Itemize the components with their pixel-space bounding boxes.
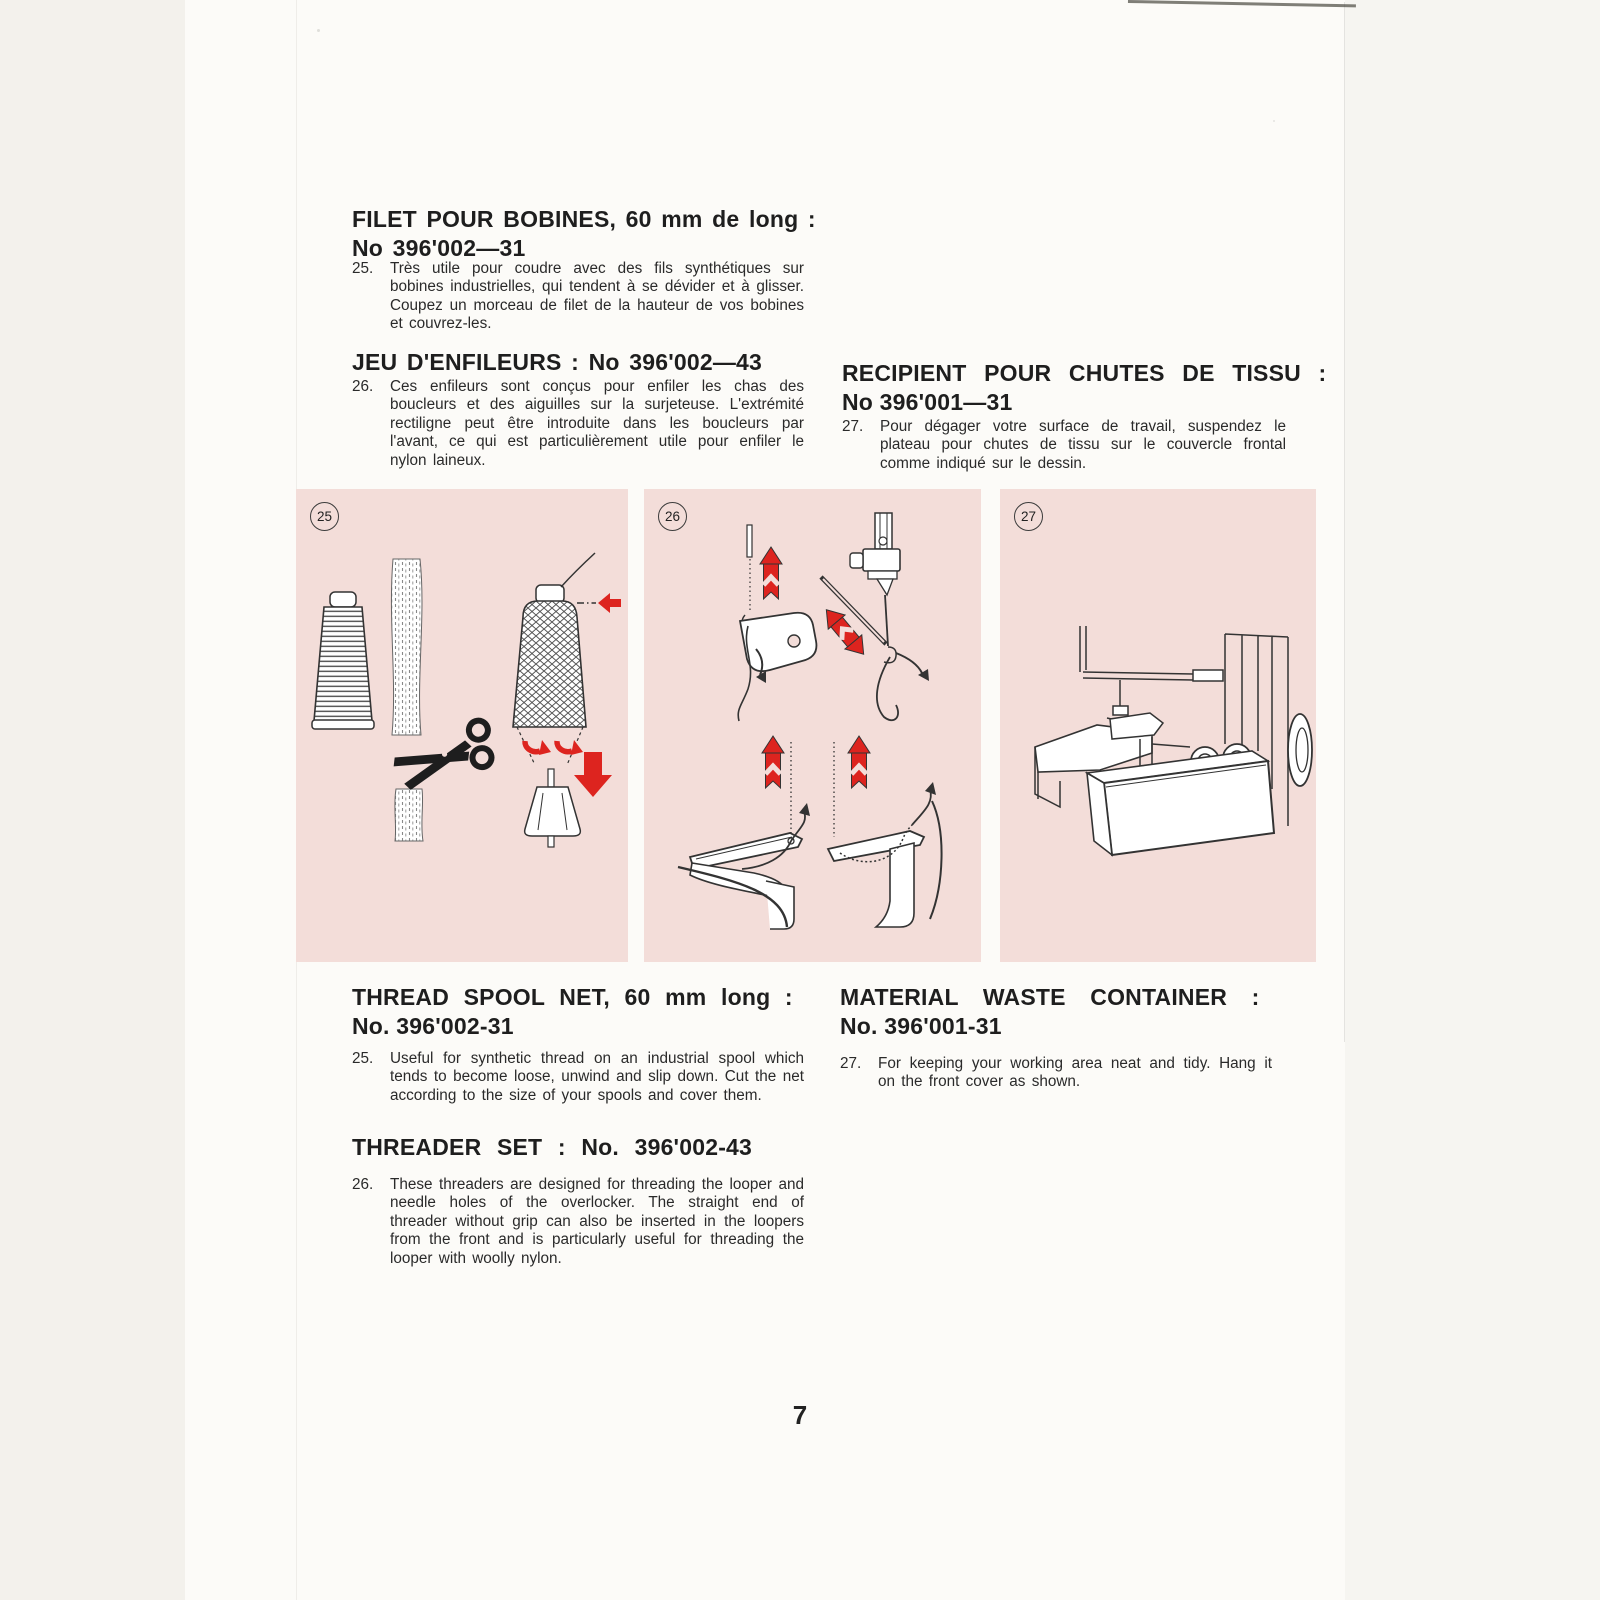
figure-label-27: 27 (1014, 502, 1043, 531)
net-strip-short (395, 789, 423, 841)
en-paragraph-27-number: 27. (840, 1055, 862, 1072)
looper-eye-threading-diagram (678, 736, 810, 929)
en-paragraph-25-number: 25. (352, 1050, 374, 1067)
curl-arrow-icons (525, 740, 583, 755)
spool-net-illustration (296, 489, 628, 962)
page-number: 7 (792, 1400, 808, 1430)
thread-cone-spool (312, 592, 374, 729)
en-heading-spool-net (352, 983, 793, 1041)
spool-holder-cone (525, 769, 581, 847)
threader-usage-illustration (644, 489, 981, 962)
fr-heading-waste-container-line1: RECIPIENT POUR CHUTES DE TISSU : (842, 360, 1327, 386)
scan-speck (317, 29, 320, 32)
fr-paragraph-27-number: 27. (842, 418, 864, 435)
en-paragraph-25 (352, 1050, 804, 1105)
scan-edge-right (1344, 2, 1345, 1042)
net-covered-spool (513, 553, 596, 765)
waste-container (1087, 751, 1274, 855)
en-paragraph-26-number: 26. (352, 1176, 374, 1193)
thread-end (561, 553, 595, 587)
en-heading-spool-net-line2: No. 396'002-31 (352, 1013, 514, 1039)
lower-looper-threading-diagram (738, 525, 816, 721)
figure-label-26: 26 (658, 502, 687, 531)
figure-label-25: 25 (310, 502, 339, 531)
en-heading-spool-net-line1: THREAD SPOOL NET, 60 mm long : (352, 984, 793, 1010)
overlocker-machine-illustration (1000, 489, 1316, 962)
en-heading-waste-container-line2: No. 396'001-31 (840, 1013, 1002, 1039)
net-strip-long (391, 559, 422, 735)
thread-stand-rods (1080, 626, 1086, 672)
en-paragraph-26-text: These threaders are designed for threading the looper and needle holes of the overlocker. The straight end of threader without grip can also be inserted in the loopers from the front and is particularly useful for threading the looper with woolly nylon. (390, 1176, 804, 1267)
arrow-left-icon (598, 593, 621, 613)
fr-paragraph-25 (352, 260, 804, 334)
fr-paragraph-26-number: 26. (352, 378, 374, 395)
arrow-down-icon (574, 752, 612, 797)
fr-heading-waste-container-line2: No 396'001—31 (842, 389, 1013, 415)
figure-panel-27 (1000, 489, 1316, 962)
en-paragraph-27 (840, 1055, 1272, 1092)
en-heading-waste-container (840, 983, 1260, 1041)
fr-heading-waste-container (842, 359, 1326, 417)
fr-heading-spool-net (352, 205, 816, 263)
en-paragraph-25-text: Useful for synthetic thread on an industrial spool which tends to become loose, unwind and slip down. Cut the net according to the size of your spools and cover them. (390, 1050, 804, 1104)
upper-looper-threading-diagram (828, 736, 942, 927)
fr-paragraph-25-text: Très utile pour coudre avec des fils synthétiques sur bobines industrielles, qui tendent à se dévider et à glisser. Coupez un morceau de filet de la hauteur de vos bobines et couvrez-les. (390, 260, 804, 333)
scan-background-right (1345, 0, 1600, 1600)
figure-panel-26 (644, 489, 981, 962)
en-heading-threader-set: THREADER SET : No. 396'002-43 (352, 1134, 753, 1160)
scan-speck (1273, 120, 1275, 122)
fr-heading-spool-net-line2: No 396'002—31 (352, 235, 526, 261)
needle-threading-diagram (818, 513, 929, 720)
en-heading-waste-container-line1: MATERIAL WASTE CONTAINER : (840, 984, 1260, 1010)
en-paragraph-27-text: For keeping your working area neat and tidy. Hang it on the front cover as shown. (878, 1055, 1272, 1091)
fr-paragraph-27 (842, 418, 1286, 473)
fr-paragraph-26-text: Ces enfileurs sont conçus pour enfiler les chas des boucleurs et des aiguilles sur la surjeteuse. L'extrémité rectiligne peut être introduite dans les boucleurs par l'avant, ce qui est particulièrement utile pour enfiler le nylon laineux. (390, 378, 804, 469)
fr-heading-threader-set: JEU D'ENFILEURS : No 396'002—43 (352, 349, 763, 375)
fr-heading-spool-net-line1: FILET POUR BOBINES, 60 mm de long : (352, 206, 816, 232)
en-paragraph-26 (352, 1176, 804, 1268)
figure-panel-25 (296, 489, 628, 962)
fr-paragraph-25-number: 25. (352, 260, 374, 277)
fr-paragraph-26 (352, 378, 804, 470)
fr-paragraph-27-text: Pour dégager votre surface de travail, suspendez le plateau pour chutes de tissu sur le couvercle frontal comme indiqué sur le dessin. (880, 418, 1286, 472)
